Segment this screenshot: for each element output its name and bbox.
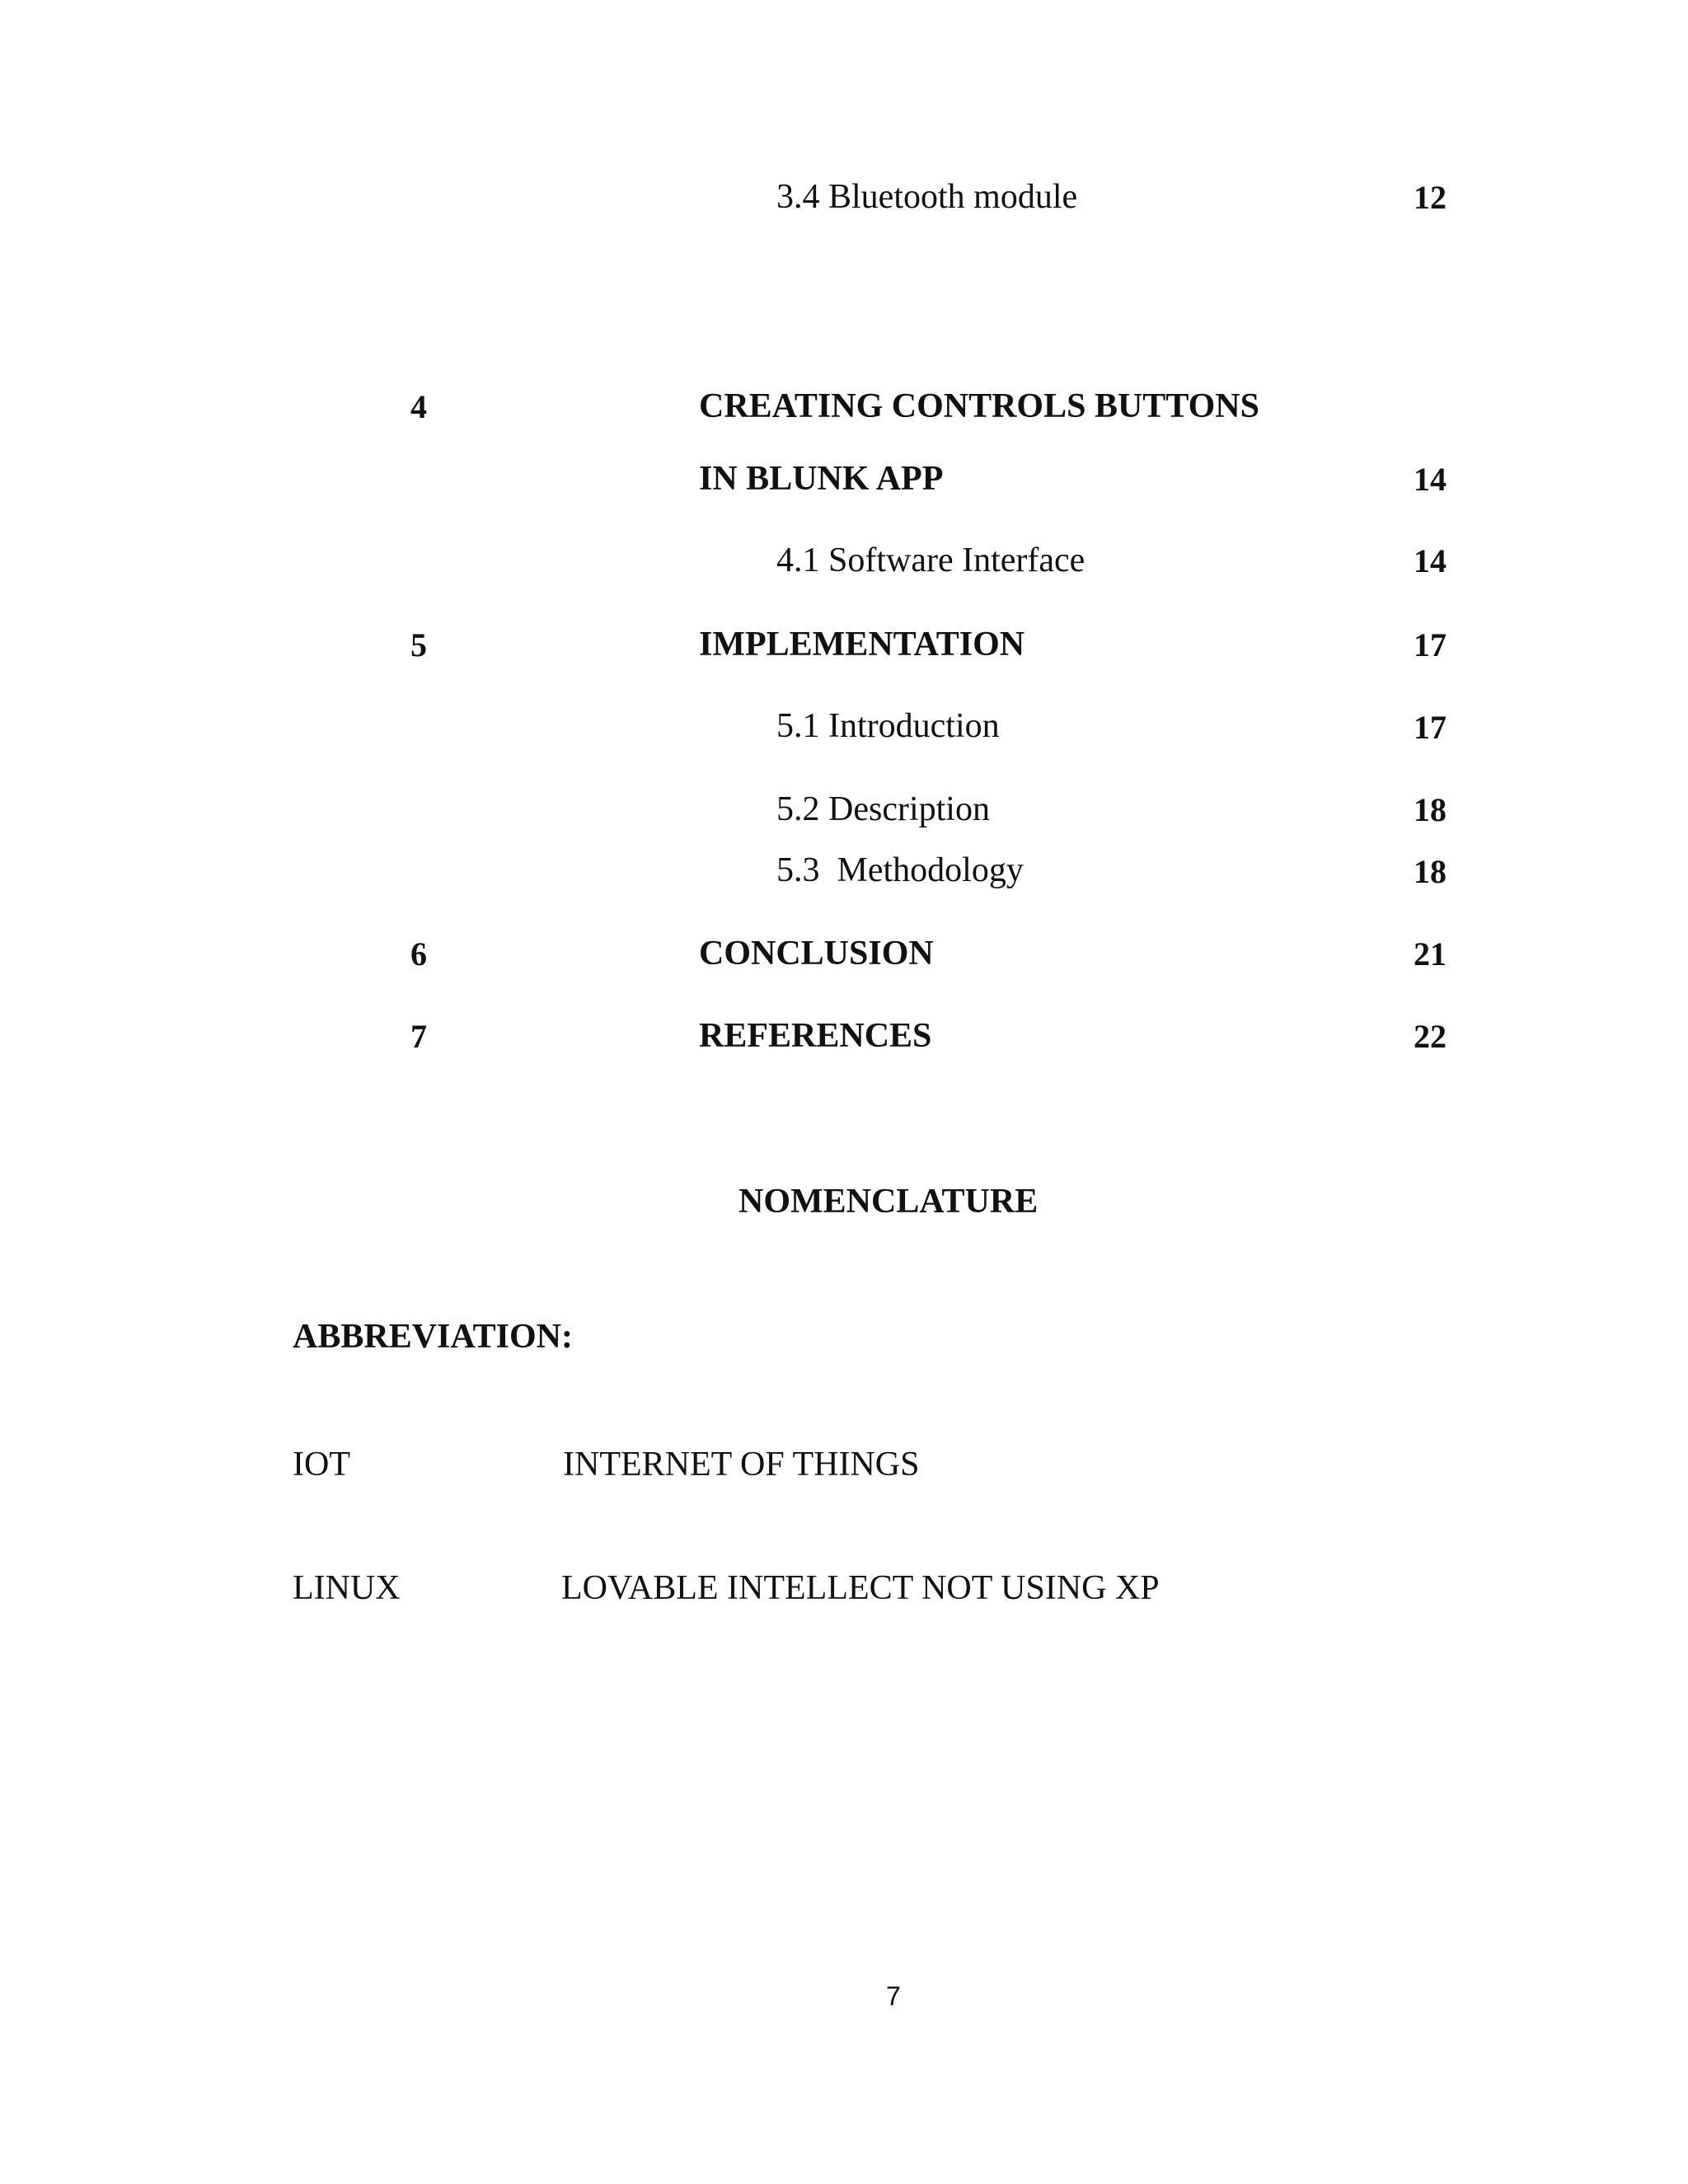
toc-entry-page: 12	[1414, 179, 1447, 216]
nomenclature-heading: NOMENCLATURE	[738, 1183, 1039, 1221]
toc-entry-title: 5.2 Description	[776, 790, 990, 828]
toc-entry-page: 14	[1414, 461, 1447, 498]
toc-chapter-number: 7	[410, 1018, 427, 1055]
abbreviation-subheading: ABBREVIATION:	[293, 1318, 573, 1356]
toc-entry-page: 22	[1414, 1018, 1447, 1055]
toc-chapter-title: CONCLUSION	[699, 935, 934, 972]
toc-chapter-title: IMPLEMENTATION	[699, 626, 1025, 663]
toc-entry-page: 21	[1414, 935, 1447, 972]
toc-chapter-title: REFERENCES	[699, 1017, 932, 1055]
abbreviation-meaning: LOVABLE INTELLECT NOT USING XP	[561, 1569, 1160, 1607]
toc-entry-title: 3.4 Bluetooth module	[776, 178, 1078, 216]
toc-entry-title: 4.1 Software Interface	[776, 541, 1085, 579]
toc-entry-page: 14	[1414, 542, 1447, 579]
toc-entry-page: 18	[1414, 853, 1447, 890]
toc-chapter-number: 4	[410, 388, 427, 425]
toc-entry-page: 18	[1414, 791, 1447, 828]
toc-entry-page: 17	[1414, 709, 1447, 746]
abbreviation-meaning: INTERNET OF THINGS	[563, 1446, 920, 1483]
toc-chapter-number: 6	[410, 935, 427, 972]
toc-entry-title: 5.3 Methodology	[776, 851, 1024, 889]
toc-entry-page: 17	[1414, 626, 1447, 663]
toc-chapter-title: CREATING CONTROLS BUTTONS	[699, 387, 1259, 425]
abbreviation-term: IOT	[293, 1446, 350, 1483]
toc-chapter-number: 5	[410, 626, 427, 663]
abbreviation-term: LINUX	[293, 1569, 401, 1607]
page-number: 7	[886, 1981, 901, 2011]
toc-chapter-title-continued: IN BLUNK APP	[699, 460, 944, 498]
toc-entry-title: 5.1 Introduction	[776, 707, 1000, 745]
